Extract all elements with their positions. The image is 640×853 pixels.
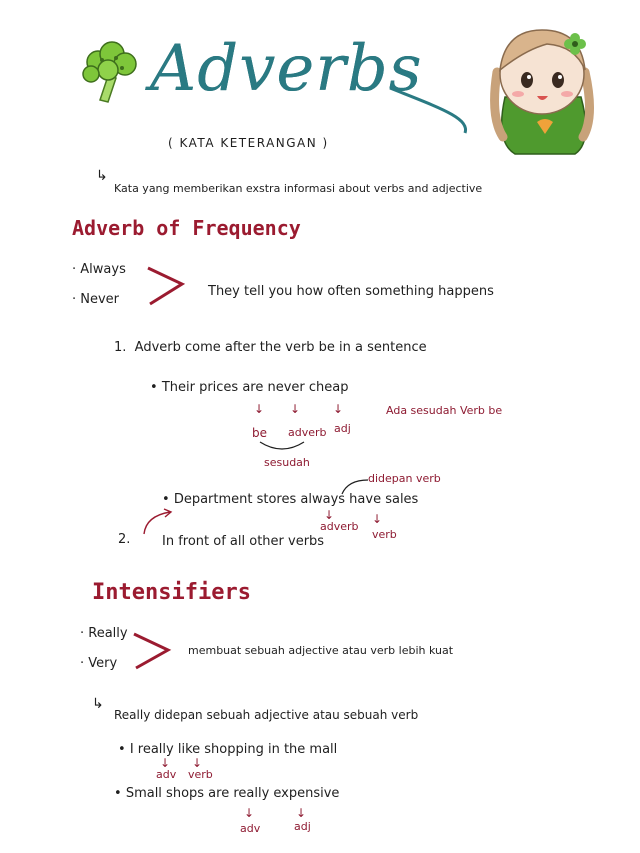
- side-note: Ada sesudah Verb be: [386, 404, 503, 417]
- example1-sentence: • Their prices are never cheap: [150, 380, 349, 395]
- page-title: Adverbs: [150, 32, 423, 106]
- intensifiers-rule: Really didepan sebuah adjective atau sebuah verb: [114, 708, 419, 722]
- rule2-number: 2.: [118, 532, 131, 547]
- rule2: In front of all other verbs: [162, 534, 325, 549]
- arrow-down-icon: ↓: [296, 806, 307, 820]
- arrow-down-icon: ↓: [372, 512, 383, 526]
- label-verb-2: verb: [372, 528, 397, 541]
- broccoli-icon: [78, 40, 148, 110]
- intensifier-item-really: · Really: [80, 626, 128, 641]
- label-adverb: adverb: [288, 426, 327, 439]
- arrow-down-icon: ↓: [192, 756, 203, 770]
- label-adv: adv: [156, 768, 177, 781]
- arrow-down-icon: ↓: [244, 806, 255, 820]
- intensifier-item-very: · Very: [80, 656, 118, 671]
- definition-arrow: ↳: [96, 168, 108, 184]
- intensifiers-desc: membuat sebuah adjective atau verb lebih kuat: [188, 644, 454, 657]
- arrow-down-icon: ↓: [254, 402, 265, 416]
- arrow-down-icon: ↓: [324, 508, 335, 522]
- frequency-item-never: · Never: [72, 292, 120, 307]
- label-didepan-verb: didepan verb: [368, 472, 441, 485]
- frequency-item-always: · Always: [72, 262, 126, 277]
- curved-arrow-icon: [140, 508, 174, 536]
- label-verb-3: verb: [188, 768, 213, 781]
- intensifiers-example2: • Small shops are really expensive: [114, 786, 340, 801]
- frequency-desc: They tell you how often something happens: [208, 284, 494, 299]
- intensifiers-rule-arrow: ↳: [92, 696, 104, 712]
- girl-illustration: [485, 22, 600, 157]
- label-be: be: [252, 426, 267, 440]
- label-sesudah: sesudah: [264, 456, 310, 469]
- label-adv-2: adv: [240, 822, 261, 835]
- arrow-down-icon: ↓: [333, 402, 344, 416]
- label-adverb-2: adverb: [320, 520, 359, 533]
- subtitle: ( KATA KETERANGAN ): [168, 136, 329, 150]
- sesudah-curve: [258, 440, 308, 456]
- greater-than-bracket-2: [132, 630, 172, 670]
- label-adj: adj: [334, 422, 351, 435]
- greater-than-bracket: [146, 264, 186, 306]
- arrow-down-icon: ↓: [290, 402, 301, 416]
- intensifiers-example1: • I really like shopping in the mall: [118, 742, 338, 757]
- arrow-down-icon: ↓: [160, 756, 171, 770]
- rule1: 1. Adverb come after the verb be in a sentence: [114, 340, 427, 355]
- section-heading-intensifiers: Intensifiers: [92, 580, 251, 605]
- example2-sentence: • Department stores always have sales: [162, 492, 419, 507]
- section-heading-frequency: Adverb of Frequency: [72, 216, 301, 240]
- title-underline-swash: [380, 78, 480, 138]
- definition-text: Kata yang memberikan exstra informasi about verbs and adjective: [114, 182, 483, 195]
- label-adj-2: adj: [294, 820, 311, 833]
